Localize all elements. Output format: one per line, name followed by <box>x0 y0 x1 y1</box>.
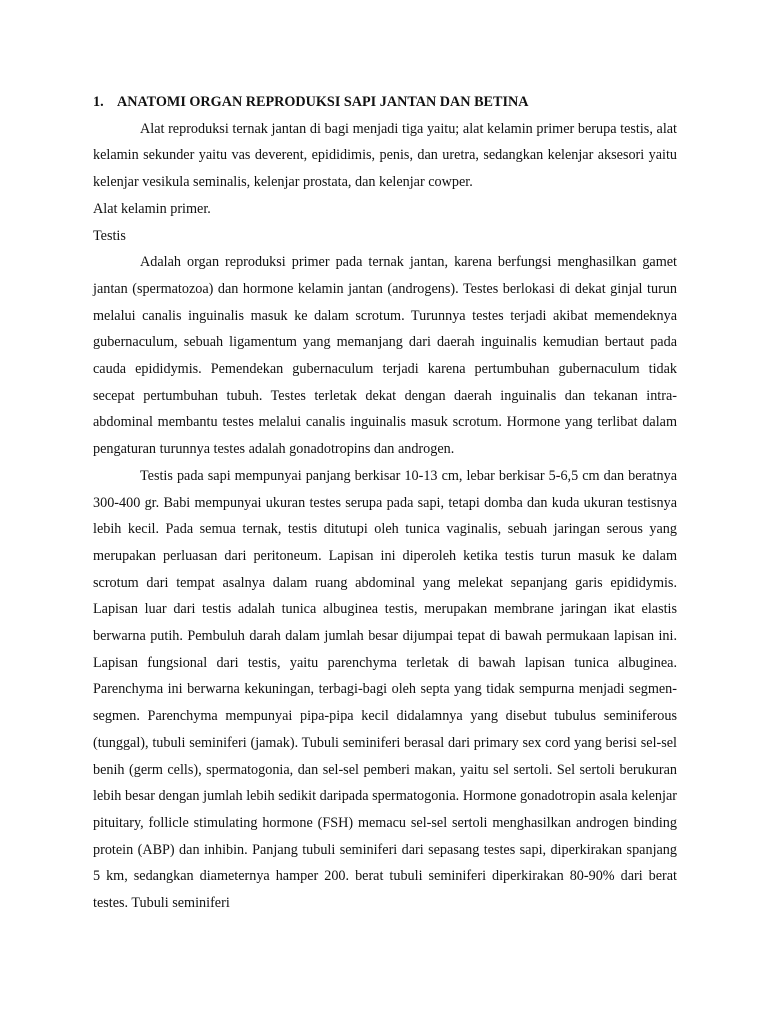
section-title: ANATOMI ORGAN REPRODUKSI SAPI JANTAN DAN BETINA <box>117 94 529 110</box>
section-heading <box>93 89 677 116</box>
paragraph-intro: Alat reproduksi ternak jantan di bagi menjadi tiga yaitu; alat kelamin primer berupa testis, alat kelamin sekunder yaitu vas deverent, epididimis, penis, dan uretra, sedangkan kelenjar aksesori yaitu kelenjar vesikula seminalis, kelenjar prostata, dan kelenjar cowper. <box>93 120 677 191</box>
subheading-primary-organ: Alat kelamin primer. <box>93 200 211 217</box>
paragraph-testis-anatomy: Testis pada sapi mempunyai panjang berkisar 10-13 cm, lebar berkisar 5-6,5 cm dan beratnya 300-400 gr. Babi mempunyai ukuran testes serupa pada sapi, tetapi domba dan kuda ukuran testisnya lebih kecil. Pada semua ternak, testis ditutupi oleh tunica vaginalis, sebuah jaringan serous yang merupakan perluasan dari peritoneum. Lapisan ini diperoleh ketika testis turun masuk ke dalam scrotum dari tempat asalnya dalam ruang abdominal yang melekat sepanjang garis epididymis. Lapisan luar dari testis adalah tunica albuginea testis, merupakan membrane jaringan ikat elastis berwarna putih. Pembuluh darah dalam jumlah besar dijumpai tepat di bawah permukaan lapisan ini. Lapisan fungsional dari testis, yaitu parenchyma terletak di bawah lapisan tunica albuginea. Parenchyma ini berwarna kekuningan, terbagi-bagi oleh septa yang tidak sempurna menjadi segmen-segmen. Parenchyma mempunyai pipa-pipa kecil didalamnya yang disebut tubulus seminiferous (tunggal), tubuli seminiferi (jamak). Tubuli seminiferi berasal dari primary sex cord yang berisi sel-sel benih (germ cells), spermatogonia, dan sel-sel pemberi makan, yaitu sel sertoli. Sel sertoli berukuran lebih besar dengan jumlah lebih sedikit daripada spermatogonia. Hormone gonadotropin asala kelenjar pituitary, follicle stimulating hormone (FSH) memacu sel-sel sertoli menghasilkan androgen binding protein (ABP) dan inhibin. Panjang tubuli seminiferi dari sepasang testes sapi, diperkirakan spanjang 5 km, sedangkan diameternya hamper 200. berat tubuli seminiferi diperkirakan 80-90% dari berat testes. Tubuli seminiferi <box>93 467 677 912</box>
section-number: 1. <box>93 94 104 110</box>
paragraph-testis-definition: Adalah organ reproduksi primer pada ternak jantan, karena berfungsi menghasilkan gamet jantan (spermatozoa) dan hormone kelamin jantan (androgens). Testes berlokasi di dekat ginjal turun melalui canalis inguinalis masuk ke dalam scrotum. Turunnya testes terjadi akibat memendeknya gubernaculum, sebuah ligamentum yang memanjang dari daerah inguinalis kemudian bertaut pada cauda epididymis. Pemendekan gubernaculum terjadi karena pertumbuhan gubernaculum tidak secepat pertumbuhan tubuh. Testes terletak dekat dengan daerah inguinalis dan tekanan intra-abdominal membantu testes melalui canalis inguinalis masuk scrotum. Hormone yang terlibat dalam pengaturan turunnya testes adalah gonadotropins dan androgen. <box>93 254 677 458</box>
subheading-testis: Testis <box>93 227 126 244</box>
document-body <box>93 89 677 917</box>
